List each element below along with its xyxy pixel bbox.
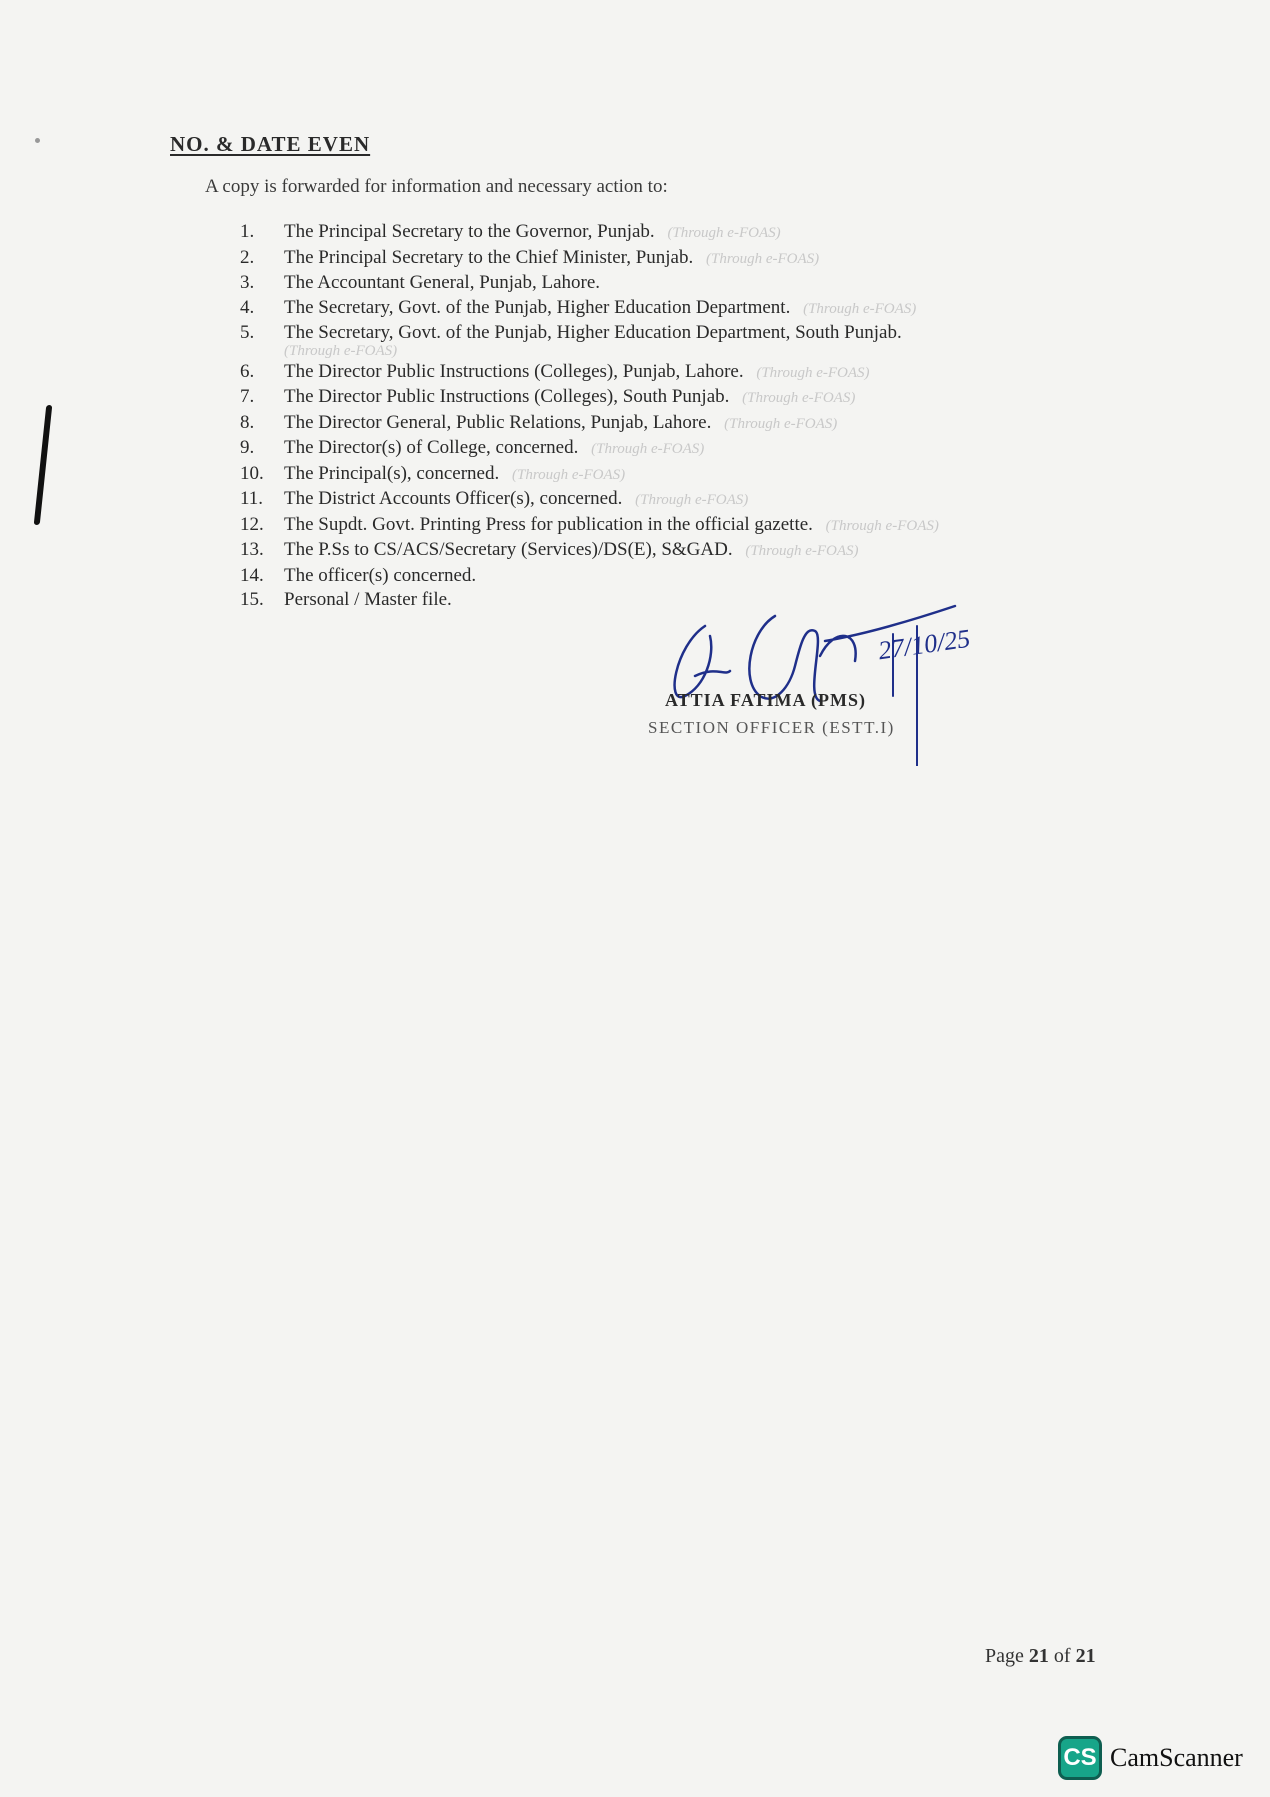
camscanner-watermark — [1058, 1736, 1243, 1780]
item-number: 9. — [240, 437, 255, 458]
item-route: (Through e-FOAS) — [635, 492, 749, 508]
item-text: The officer(s) concerned. — [284, 564, 477, 586]
item-text: Personal / Master file. — [284, 589, 452, 610]
item-text: The Director General, Public Relations, Punjab, Lahore. — [284, 411, 712, 433]
list-item — [240, 513, 1130, 539]
list-item — [240, 385, 1130, 411]
signer-title: SECTION OFFICER (ESTT.I) — [648, 718, 895, 737]
item-text: The Secretary, Govt. of the Punjab, Higher Education Department. — [284, 296, 791, 318]
item-number: 14. — [240, 564, 264, 586]
item-text: The Principal Secretary to the Chief Minister, Punjab. — [284, 246, 694, 268]
item-route: (Through e-FOAS) — [803, 300, 917, 317]
item-number: 5. — [240, 322, 255, 343]
item-number: 10. — [240, 462, 264, 484]
forwarding-intro: A copy is forwarded for information and necessary action to: — [205, 176, 668, 197]
item-text: The Director(s) of College, concerned. — [284, 437, 579, 458]
margin-note-line — [40, 8, 126, 36]
margin-note-line — [40, 8, 126, 36]
item-number: 11. — [240, 488, 264, 509]
item-route: (Through e-FOAS) — [745, 543, 859, 559]
item-route: (Through e-FOAS) — [825, 517, 939, 534]
reference-heading: NO. & DATE EVEN — [170, 132, 371, 156]
margin-handwriting — [40, 8, 126, 36]
margin-mark — [35, 138, 40, 143]
item-number: 1. — [240, 221, 255, 242]
list-item — [240, 436, 1130, 462]
item-text: The Principal(s), concerned. — [284, 462, 500, 484]
list-item — [240, 538, 1130, 564]
item-text: The District Accounts Officer(s), concerned. — [284, 488, 623, 509]
page-prefix: Page — [985, 1645, 1024, 1667]
item-route: (Through e-FOAS) — [591, 441, 705, 457]
item-route: (Through e-FOAS) — [742, 390, 856, 406]
list-item — [240, 271, 1130, 296]
item-text: The Director Public Instructions (Colleges), Punjab, Lahore. — [284, 360, 744, 382]
item-number: 12. — [240, 513, 264, 535]
item-text: The Secretary, Govt. of the Punjab, Higher Education Department, South Punjab. — [284, 322, 902, 343]
item-number: 3. — [240, 272, 255, 293]
item-text: The Principal Secretary to the Governor, Punjab. — [284, 221, 655, 242]
item-route: (Through e-FOAS) — [756, 364, 870, 381]
list-item — [240, 296, 1130, 322]
item-route: (Through e-FOAS) — [667, 225, 781, 241]
scan-edge-mark — [34, 405, 53, 525]
list-item — [240, 360, 1130, 386]
handwritten-signature — [655, 586, 995, 766]
item-number: 8. — [240, 411, 255, 433]
margin-note-line — [40, 8, 126, 36]
list-item — [240, 321, 1130, 360]
item-route: (Through e-FOAS) — [284, 342, 398, 359]
list-item — [240, 220, 1130, 246]
list-item — [240, 487, 1130, 513]
page-number — [985, 1645, 1096, 1668]
item-number: 6. — [240, 360, 255, 382]
camscanner-name: CamScanner — [1110, 1743, 1243, 1772]
signer-name: ATTIA FATIMA (PMS) — [665, 690, 866, 710]
camscanner-logo-icon: CS — [1058, 1736, 1102, 1780]
item-route: (Through e-FOAS) — [724, 415, 838, 432]
page-sep: of — [1053, 1645, 1071, 1667]
item-number: 7. — [240, 386, 255, 407]
page-total: 21 — [1075, 1645, 1096, 1667]
item-text: The Director Public Instructions (Colleges), South Punjab. — [284, 386, 730, 407]
item-number: 2. — [240, 246, 255, 268]
list-item — [240, 411, 1130, 437]
item-number: 4. — [240, 296, 255, 318]
item-text: The Supdt. Govt. Printing Press for publication in the official gazette. — [284, 513, 813, 535]
list-item — [240, 564, 1130, 589]
item-number: 13. — [240, 539, 264, 560]
list-item — [240, 462, 1130, 488]
item-route: (Through e-FOAS) — [705, 250, 820, 267]
item-number: 15. — [240, 589, 264, 610]
list-item — [240, 246, 1130, 272]
item-text: The Accountant General, Punjab, Lahore. — [284, 272, 601, 293]
distribution-list — [240, 220, 1130, 613]
item-text: The P.Ss to CS/ACS/Secretary (Services)/DS(E), S&GAD. — [284, 539, 733, 560]
page-current: 21 — [1028, 1645, 1049, 1667]
item-route: (Through e-FOAS) — [512, 466, 626, 483]
signature-date: 27/10/25 — [876, 623, 972, 666]
